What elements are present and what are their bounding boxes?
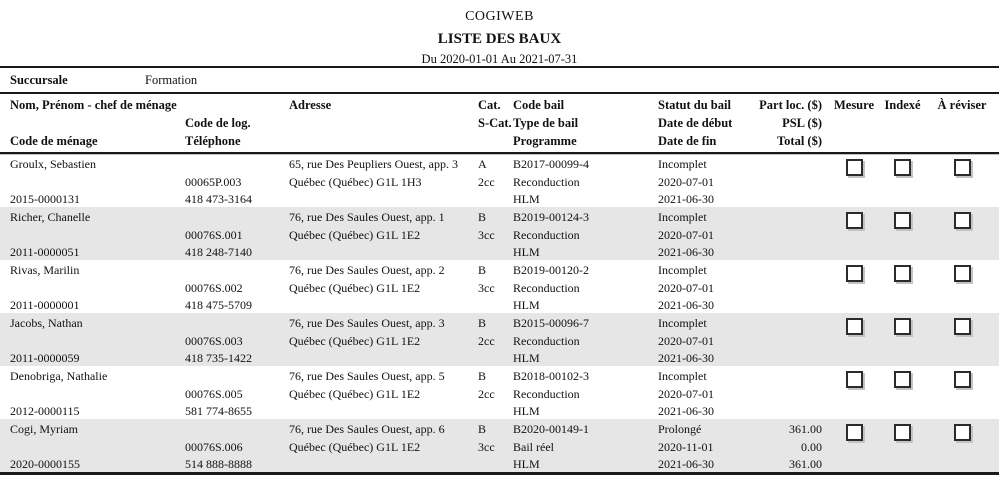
indexe-checkbox[interactable] <box>894 212 911 229</box>
table-cell <box>655 156 755 209</box>
table-cell <box>285 368 475 421</box>
a-reviser-cell <box>925 315 999 368</box>
filter-value: Formation <box>145 72 198 87</box>
spacer <box>10 333 180 351</box>
spacer <box>289 191 475 209</box>
mesure-cell <box>828 209 880 262</box>
col-category: Cat. S-Cat. <box>478 98 512 130</box>
program: HLM <box>513 298 540 312</box>
spacer <box>185 315 285 333</box>
address-line2: Québec (Québec) G1L 1E2 <box>289 227 421 242</box>
a-reviser-cell <box>925 368 999 421</box>
total-amount <box>755 350 822 368</box>
psl-amount <box>755 174 822 192</box>
total-amount <box>755 403 822 421</box>
spacer <box>185 156 285 174</box>
table-cell <box>0 209 180 262</box>
psl-amount <box>755 280 822 298</box>
part-loc-amount: 361.00 <box>789 422 822 436</box>
table-cell <box>655 315 755 368</box>
a-reviser-checkbox[interactable] <box>954 424 971 441</box>
household-name: Jacobs, Nathan <box>10 316 83 330</box>
indexe-cell <box>880 315 925 368</box>
program: HLM <box>513 457 540 471</box>
psl-amount <box>755 386 822 404</box>
table-row <box>0 154 999 207</box>
lease-status: Incomplet <box>658 369 707 383</box>
table-cell <box>180 209 285 262</box>
table-cell <box>475 421 510 474</box>
start-date: 2020-07-01 <box>658 280 714 295</box>
mesure-cell <box>828 156 880 209</box>
mesure-checkbox[interactable] <box>846 159 863 176</box>
part-loc-amount <box>755 368 822 386</box>
table-cell <box>285 421 475 474</box>
table-cell <box>180 368 285 421</box>
spacer <box>289 244 475 262</box>
spacer <box>478 456 510 474</box>
household-name: Denobriga, Nathalie <box>10 369 108 383</box>
table-header <box>0 92 999 154</box>
table-cell <box>285 156 475 209</box>
spacer <box>478 244 510 262</box>
psl-amount <box>755 333 822 351</box>
table-cell <box>510 368 655 421</box>
table-cell <box>475 368 510 421</box>
table-cell <box>285 209 475 262</box>
table-cell <box>655 209 755 262</box>
psl-amount: 0.00 <box>801 439 822 454</box>
address-line2: Québec (Québec) G1L 1E2 <box>289 439 421 454</box>
mesure-checkbox[interactable] <box>846 265 863 282</box>
indexe-cell <box>880 262 925 315</box>
subcategory: 2cc <box>478 333 495 348</box>
address-line1: 76, rue Des Saules Ouest, app. 5 <box>289 369 445 383</box>
spacer <box>478 297 510 315</box>
category: B <box>478 422 487 436</box>
report-header <box>0 0 999 66</box>
filter-row <box>0 66 999 92</box>
table-cell <box>655 368 755 421</box>
total-amount: 361.00 <box>789 457 822 471</box>
col-lease: Code bail Type de bail Programme <box>513 98 579 148</box>
total-amount <box>755 244 822 262</box>
spacer <box>185 421 285 439</box>
table-cell <box>510 156 655 209</box>
lease-code: B2018-00102-3 <box>513 369 589 383</box>
table-cell <box>755 156 828 209</box>
address-line1: 76, rue Des Saules Ouest, app. 2 <box>289 263 445 277</box>
table-cell <box>0 262 180 315</box>
col-status: Statut du bail Date de début Date de fin <box>658 98 733 148</box>
lease-type: Reconduction <box>513 386 580 401</box>
report-date-range: Du 2020-01-01 Au 2021-07-31 <box>421 52 578 66</box>
category: B <box>478 369 487 383</box>
mesure-checkbox[interactable] <box>846 318 863 335</box>
indexe-checkbox[interactable] <box>894 318 911 335</box>
subcategory: 3cc <box>478 227 495 242</box>
phone-number: 418 248-7140 <box>185 245 252 259</box>
dwelling-code: 00076S.005 <box>185 386 243 401</box>
address-line2: Québec (Québec) G1L 1E2 <box>289 386 421 401</box>
table-row <box>0 207 999 260</box>
table-cell <box>755 262 828 315</box>
indexe-cell <box>880 209 925 262</box>
program: HLM <box>513 192 540 206</box>
address-line2: Québec (Québec) G1L 1E2 <box>289 280 421 295</box>
table-cell <box>180 315 285 368</box>
dwelling-code: 00076S.002 <box>185 280 243 295</box>
mesure-cell <box>828 262 880 315</box>
table-cell <box>0 156 180 209</box>
table-cell <box>755 421 828 474</box>
phone-number: 581 774-8655 <box>185 404 252 418</box>
a-reviser-cell <box>925 262 999 315</box>
spacer <box>289 297 475 315</box>
indexe-cell <box>880 156 925 209</box>
spacer <box>478 403 510 421</box>
spacer <box>10 280 180 298</box>
program: HLM <box>513 351 540 365</box>
mesure-cell <box>828 368 880 421</box>
spacer <box>289 350 475 368</box>
spacer <box>289 403 475 421</box>
start-date: 2020-07-01 <box>658 174 714 189</box>
subcategory: 3cc <box>478 280 495 295</box>
end-date: 2021-06-30 <box>658 245 714 259</box>
col-a-reviser: À réviser <box>937 98 987 112</box>
table-cell <box>285 262 475 315</box>
table-cell <box>475 262 510 315</box>
household-code: 2012-0000115 <box>10 404 80 418</box>
start-date: 2020-07-01 <box>658 333 714 348</box>
table-cell <box>655 262 755 315</box>
category: B <box>478 316 487 330</box>
indexe-checkbox[interactable] <box>894 424 911 441</box>
table-cell <box>510 262 655 315</box>
lease-status: Incomplet <box>658 263 707 277</box>
start-date: 2020-07-01 <box>658 227 714 242</box>
col-name: Nom, Prénom - chef de ménage Code de ménage <box>10 98 177 148</box>
lease-status: Incomplet <box>658 157 707 171</box>
table-cell <box>755 315 828 368</box>
household-name: Rivas, Marilin <box>10 263 80 277</box>
address-line1: 65, rue Des Peupliers Ouest, app. 3 <box>289 157 458 171</box>
household-name: Cogi, Myriam <box>10 422 78 436</box>
a-reviser-checkbox[interactable] <box>954 212 971 229</box>
lease-status: Incomplet <box>658 210 707 224</box>
household-code: 2020-0000155 <box>10 457 80 471</box>
spacer <box>10 386 180 404</box>
dwelling-code: 00076S.001 <box>185 227 243 242</box>
table-row <box>0 419 999 472</box>
psl-amount <box>755 227 822 245</box>
phone-number: 418 475-5709 <box>185 298 252 312</box>
total-amount <box>755 297 822 315</box>
address-line2: Québec (Québec) G1L 1E2 <box>289 333 421 348</box>
table-cell <box>755 368 828 421</box>
table-cell <box>510 209 655 262</box>
category: B <box>478 263 487 277</box>
a-reviser-checkbox[interactable] <box>954 318 971 335</box>
mesure-cell <box>828 421 880 474</box>
a-reviser-checkbox[interactable] <box>954 265 971 282</box>
end-date: 2021-06-30 <box>658 298 714 312</box>
report-title: LISTE DES BAUX <box>437 31 562 47</box>
a-reviser-checkbox[interactable] <box>954 159 971 176</box>
mesure-checkbox[interactable] <box>846 212 863 229</box>
subcategory: 2cc <box>478 174 495 189</box>
part-loc-amount <box>755 156 822 174</box>
a-reviser-cell <box>925 421 999 474</box>
phone-number: 418 735-1422 <box>185 351 252 365</box>
subcategory: 2cc <box>478 386 495 401</box>
spacer <box>289 456 475 474</box>
table-cell <box>475 156 510 209</box>
indexe-checkbox[interactable] <box>894 371 911 388</box>
a-reviser-cell <box>925 209 999 262</box>
indexe-checkbox[interactable] <box>894 265 911 282</box>
household-code: 2015-0000131 <box>10 192 80 206</box>
address-line2: Québec (Québec) G1L 1H3 <box>289 174 422 189</box>
spacer <box>10 174 180 192</box>
end-date: 2021-06-30 <box>658 457 714 471</box>
start-date: 2020-07-01 <box>658 386 714 401</box>
spacer <box>185 262 285 280</box>
household-name: Groulx, Sebastien <box>10 157 96 171</box>
program: HLM <box>513 245 540 259</box>
spacer <box>478 350 510 368</box>
table-cell <box>755 209 828 262</box>
table-cell <box>285 315 475 368</box>
table-body <box>0 154 999 472</box>
household-code: 2011-0000001 <box>10 298 80 312</box>
program: HLM <box>513 404 540 418</box>
filter-label: Succursale <box>10 72 68 87</box>
lease-type: Bail réel <box>513 439 554 454</box>
indexe-cell <box>880 421 925 474</box>
table-cell <box>0 421 180 474</box>
subcategory: 3cc <box>478 439 495 454</box>
lease-code: B2019-00120-2 <box>513 263 589 277</box>
a-reviser-checkbox[interactable] <box>954 371 971 388</box>
table-row <box>0 260 999 313</box>
col-address: Adresse <box>289 98 332 112</box>
lease-type: Reconduction <box>513 280 580 295</box>
lease-type: Reconduction <box>513 174 580 189</box>
household-name: Richer, Chanelle <box>10 210 91 224</box>
total-amount <box>755 191 822 209</box>
lease-code: B2019-00124-3 <box>513 210 589 224</box>
table-cell <box>475 209 510 262</box>
part-loc-amount <box>755 315 822 333</box>
end-date: 2021-06-30 <box>658 351 714 365</box>
address-line1: 76, rue Des Saules Ouest, app. 1 <box>289 210 445 224</box>
part-loc-amount <box>755 262 822 280</box>
category: A <box>478 157 487 171</box>
mesure-checkbox[interactable] <box>846 371 863 388</box>
end-date: 2021-06-30 <box>658 404 714 418</box>
address-line1: 76, rue Des Saules Ouest, app. 3 <box>289 316 445 330</box>
end-date: 2021-06-30 <box>658 192 714 206</box>
lease-type: Reconduction <box>513 227 580 242</box>
indexe-cell <box>880 368 925 421</box>
a-reviser-cell <box>925 156 999 209</box>
table-row <box>0 366 999 419</box>
household-code: 2011-0000051 <box>10 245 80 259</box>
spacer <box>478 191 510 209</box>
mesure-checkbox[interactable] <box>846 424 863 441</box>
col-mesure: Mesure <box>833 98 875 112</box>
household-code: 2011-0000059 <box>10 351 80 365</box>
table-cell <box>655 421 755 474</box>
table-cell <box>510 421 655 474</box>
col-amounts: Part loc. ($) PSL ($) Total ($) <box>759 98 822 148</box>
app-title: COGIWEB <box>465 9 534 24</box>
dwelling-code: 00076S.003 <box>185 333 243 348</box>
phone-number: 514 888-8888 <box>185 457 252 471</box>
dwelling-code: 00076S.006 <box>185 439 243 454</box>
phone-number: 418 473-3164 <box>185 192 252 206</box>
address-line1: 76, rue Des Saules Ouest, app. 6 <box>289 422 445 436</box>
table-cell <box>475 315 510 368</box>
table-cell <box>0 315 180 368</box>
indexe-checkbox[interactable] <box>894 159 911 176</box>
col-indexe: Indexé <box>884 98 921 112</box>
mesure-cell <box>828 315 880 368</box>
lease-status: Incomplet <box>658 316 707 330</box>
lease-status: Prolongé <box>658 422 702 436</box>
spacer <box>10 227 180 245</box>
spacer <box>185 368 285 386</box>
table-cell <box>0 368 180 421</box>
table-cell <box>510 315 655 368</box>
dwelling-code: 00065P.003 <box>185 174 242 189</box>
lease-code: B2015-00096-7 <box>513 316 589 330</box>
col-code: Code de log. Téléphone <box>185 116 251 148</box>
lease-code: B2017-00099-4 <box>513 157 589 171</box>
start-date: 2020-11-01 <box>658 439 714 454</box>
spacer <box>10 439 180 457</box>
lease-type: Reconduction <box>513 333 580 348</box>
table-cell <box>180 156 285 209</box>
table-cell <box>180 262 285 315</box>
spacer <box>185 209 285 227</box>
table-cell <box>180 421 285 474</box>
category: B <box>478 210 487 224</box>
lease-code: B2020-00149-1 <box>513 422 589 436</box>
table-row <box>0 313 999 366</box>
part-loc-amount <box>755 209 822 227</box>
